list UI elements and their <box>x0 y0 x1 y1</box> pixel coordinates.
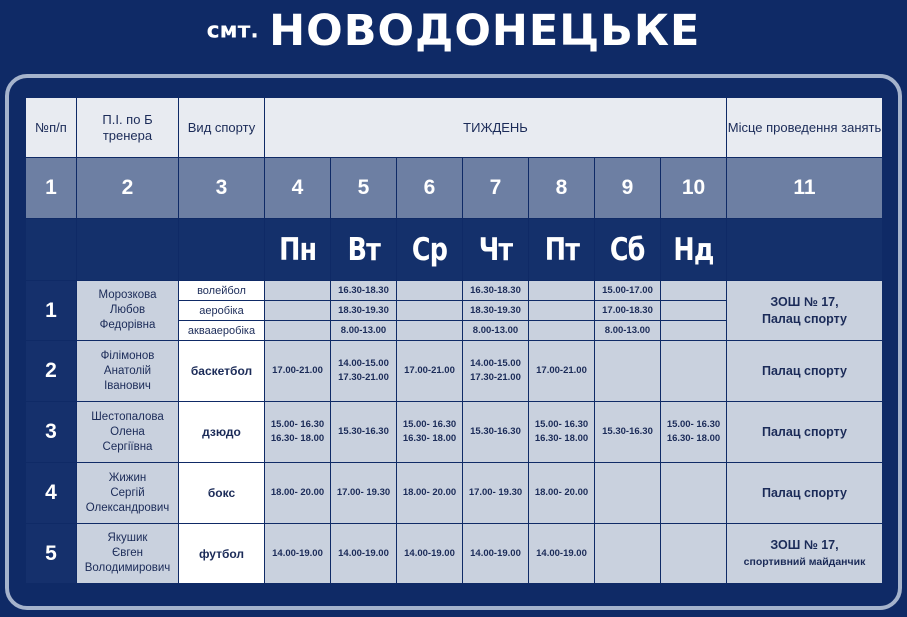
col-number: 9 <box>595 158 661 219</box>
blank-cell <box>179 219 265 281</box>
time-cell <box>397 301 463 321</box>
time-cell <box>661 524 727 584</box>
time-cell <box>265 321 331 341</box>
sport-name: аеробіка <box>179 301 265 321</box>
time-cell: 14.00-15.00 17.30-21.00 <box>463 341 529 402</box>
sport-name: баскетбол <box>179 341 265 402</box>
col-title-place: Місце проведення занять <box>727 98 883 158</box>
col-title-num: №п/п <box>26 98 77 158</box>
col-number: 3 <box>179 158 265 219</box>
time-cell <box>529 321 595 341</box>
schedule-table <box>25 97 883 584</box>
day-thu: Чт <box>463 219 529 281</box>
time-cell <box>529 301 595 321</box>
time-cell: 15.30-16.30 <box>463 402 529 463</box>
time-cell: 17.00-21.00 <box>265 341 331 402</box>
time-cell: 17.00-21.00 <box>529 341 595 402</box>
sport-name: волейбол <box>179 281 265 301</box>
time-cell <box>265 301 331 321</box>
time-cell <box>595 463 661 524</box>
table-row <box>26 341 883 402</box>
time-cell: 15.00- 16.30 16.30- 18.00 <box>661 402 727 463</box>
header-row-numbers <box>26 158 883 219</box>
time-cell: 8.00-13.00 <box>331 321 397 341</box>
time-cell: 14.00-19.00 <box>529 524 595 584</box>
place-cell: ЗОШ № 17, спортивний майданчик <box>727 524 883 584</box>
col-number: 6 <box>397 158 463 219</box>
header-row-days <box>26 219 883 281</box>
time-cell: 15.00- 16.30 16.30- 18.00 <box>265 402 331 463</box>
time-cell: 18.30-19.30 <box>463 301 529 321</box>
row-number: 2 <box>26 341 77 402</box>
trainer-name: Якушик Євген Володимирович <box>77 524 179 584</box>
sport-name: дзюдо <box>179 402 265 463</box>
day-wed: Ср <box>397 219 463 281</box>
sport-name: аквааеробіка <box>179 321 265 341</box>
day-mon: Пн <box>265 219 331 281</box>
sport-name: футбол <box>179 524 265 584</box>
trainer-name: Шестопалова Олена Сергіївна <box>77 402 179 463</box>
time-cell <box>397 281 463 301</box>
day-sat: Сб <box>595 219 661 281</box>
time-cell: 8.00-13.00 <box>463 321 529 341</box>
trainer-name: Морозкова Любов Федорівна <box>77 281 179 341</box>
time-cell <box>265 281 331 301</box>
table-row <box>26 463 883 524</box>
time-cell: 15.00-17.00 <box>595 281 661 301</box>
time-cell <box>661 281 727 301</box>
time-cell <box>595 341 661 402</box>
time-cell: 18.00- 20.00 <box>265 463 331 524</box>
day-fri: Пт <box>529 219 595 281</box>
time-cell: 14.00-19.00 <box>397 524 463 584</box>
place-cell: ЗОШ № 17, Палац спорту <box>727 281 883 341</box>
trainer-name: Жижин Сергій Олександрович <box>77 463 179 524</box>
table-row <box>26 281 883 301</box>
time-cell: 15.00- 16.30 16.30- 18.00 <box>529 402 595 463</box>
header-row-titles <box>26 98 883 158</box>
col-number: 8 <box>529 158 595 219</box>
time-cell: 15.00- 16.30 16.30- 18.00 <box>397 402 463 463</box>
blank-cell <box>727 219 883 281</box>
time-cell <box>661 463 727 524</box>
time-cell: 15.30-16.30 <box>595 402 661 463</box>
col-number: 4 <box>265 158 331 219</box>
row-number: 3 <box>26 402 77 463</box>
col-number: 5 <box>331 158 397 219</box>
time-cell <box>661 301 727 321</box>
col-number: 11 <box>727 158 883 219</box>
time-cell: 16.30-18.30 <box>463 281 529 301</box>
header-town: НОВОДОНЕЦЬКЕ <box>269 6 701 56</box>
place-cell: Палац спорту <box>727 402 883 463</box>
time-cell: 14.00-19.00 <box>463 524 529 584</box>
time-cell: 17.00-21.00 <box>397 341 463 402</box>
col-title-sport: Вид спорту <box>179 98 265 158</box>
time-cell: 14.00-19.00 <box>331 524 397 584</box>
row-number: 1 <box>26 281 77 341</box>
time-cell: 17.00-18.30 <box>595 301 661 321</box>
time-cell: 18.00- 20.00 <box>529 463 595 524</box>
time-cell: 18.30-19.30 <box>331 301 397 321</box>
sport-name: бокс <box>179 463 265 524</box>
time-cell <box>595 524 661 584</box>
row-number: 5 <box>26 524 77 584</box>
header-prefix: смт. <box>206 18 259 44</box>
time-cell: 16.30-18.30 <box>331 281 397 301</box>
row-number: 4 <box>26 463 77 524</box>
col-number: 2 <box>77 158 179 219</box>
time-cell: 18.00- 20.00 <box>397 463 463 524</box>
table-row <box>26 402 883 463</box>
day-sun: Нд <box>661 219 727 281</box>
col-number: 10 <box>661 158 727 219</box>
day-tue: Вт <box>331 219 397 281</box>
col-title-week: ТИЖДЕНЬ <box>265 98 727 158</box>
time-cell <box>661 341 727 402</box>
time-cell: 14.00-15.00 17.30-21.00 <box>331 341 397 402</box>
time-cell: 14.00-19.00 <box>265 524 331 584</box>
time-cell: 8.00-13.00 <box>595 321 661 341</box>
blank-cell <box>77 219 179 281</box>
time-cell: 17.00- 19.30 <box>463 463 529 524</box>
col-number: 1 <box>26 158 77 219</box>
col-number: 7 <box>463 158 529 219</box>
time-cell <box>397 321 463 341</box>
time-cell: 15.30-16.30 <box>331 402 397 463</box>
trainer-name: Філімонов Анатолій Іванович <box>77 341 179 402</box>
col-title-trainer: П.І. по Б тренера <box>77 98 179 158</box>
place-cell: Палац спорту <box>727 463 883 524</box>
blank-cell <box>26 219 77 281</box>
place-cell: Палац спорту <box>727 341 883 402</box>
page-header <box>0 0 907 66</box>
time-cell <box>661 321 727 341</box>
time-cell <box>529 281 595 301</box>
table-row <box>26 524 883 584</box>
time-cell: 17.00- 19.30 <box>331 463 397 524</box>
